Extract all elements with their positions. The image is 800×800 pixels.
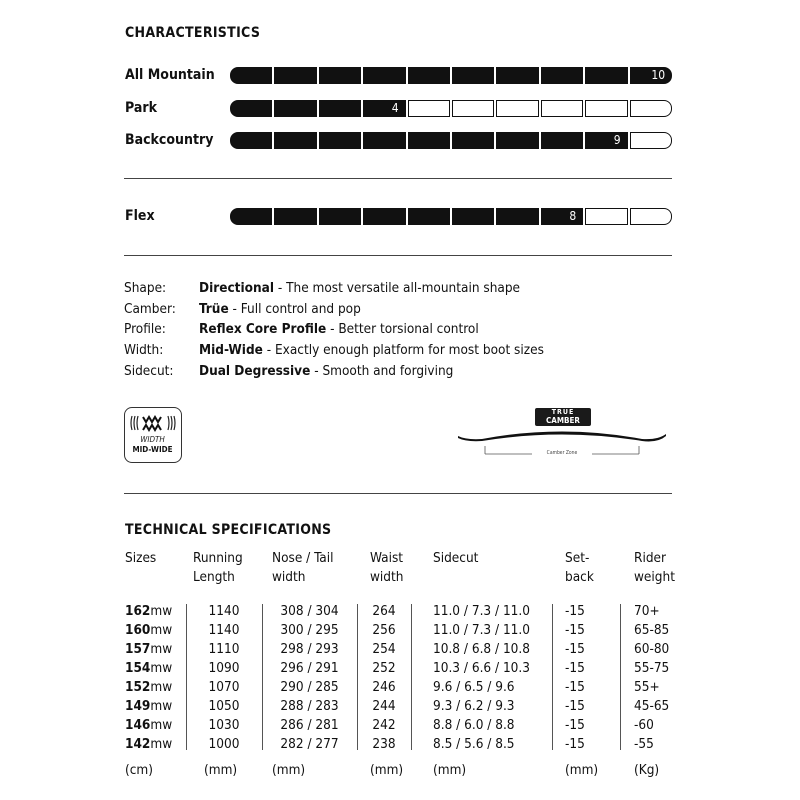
rating-segment: [408, 132, 450, 149]
setback-cell: -15: [565, 641, 585, 657]
spec-name: Trüe: [199, 301, 229, 317]
spec-name: Directional: [199, 280, 274, 296]
rating-segment: [585, 67, 627, 84]
header-setback-line1: Set-: [565, 550, 590, 566]
rating-segment: [319, 100, 361, 117]
rating-segment: [274, 208, 316, 225]
spec-camber: [124, 301, 361, 317]
rider-weight-cell: 70+: [634, 603, 660, 619]
rating-value: 9: [613, 133, 621, 147]
rating-segment: [230, 67, 272, 84]
size-value: 157: [125, 641, 151, 657]
running-length-cell: 1110: [208, 641, 240, 657]
column-sizes: [125, 602, 172, 754]
size-value: 152: [125, 679, 151, 695]
sidecut-cell: 8.8 / 6.0 / 8.8: [433, 717, 515, 733]
column-divider: [262, 604, 263, 750]
rating-segment: [319, 67, 361, 84]
column-sidecut: [433, 602, 530, 754]
sidecut-cell: 11.0 / 7.3 / 11.0: [433, 603, 530, 619]
header-setback-line2: back: [565, 569, 594, 585]
running-length-cell: 1050: [208, 698, 240, 714]
spec-desc: - Smooth and forgiving: [310, 363, 454, 379]
size-value: 146: [125, 717, 151, 733]
waist-width-cell: 254: [372, 641, 396, 657]
unit-setback: (mm): [565, 762, 599, 778]
technical-title: TECHNICAL SPECIFICATIONS: [125, 522, 332, 538]
rating-segment: [319, 132, 361, 149]
size-suffix: mw: [150, 603, 173, 619]
camber-logo-line1: TRÜE: [551, 408, 575, 416]
rating-segment: [452, 67, 494, 84]
waist-width-cell: 252: [372, 660, 396, 676]
rider-weight-cell: 65-85: [634, 622, 670, 638]
running-length-cell: 1140: [208, 603, 240, 619]
waist-width-cell: 264: [372, 603, 396, 619]
size-suffix: mw: [150, 736, 173, 752]
rating-segment: [408, 100, 450, 117]
size-suffix: mw: [150, 679, 173, 695]
rating-segment: [496, 100, 538, 117]
waist-width-cell: 246: [372, 679, 396, 695]
rating-segment: [630, 132, 672, 149]
rating-segment: [274, 100, 316, 117]
column-divider: [620, 604, 621, 750]
unit-sizes: (cm): [125, 762, 153, 778]
running-length-cell: 1070: [208, 679, 240, 695]
rating-segment: [541, 67, 583, 84]
header-running-line2: Length: [193, 569, 235, 585]
header-waist-line2: width: [370, 569, 404, 585]
size-suffix: mw: [150, 698, 173, 714]
rating-segment: [408, 208, 450, 225]
rating-segment: [452, 100, 494, 117]
column-divider: [186, 604, 187, 750]
sidecut-cell: 9.3 / 6.2 / 9.3: [433, 698, 515, 714]
rating-label-flex: Flex: [125, 208, 155, 224]
spec-width: [124, 342, 544, 358]
rating-segment: [363, 67, 405, 84]
rating-bar-backcountry: [230, 132, 672, 149]
camber-zone-label: Camber Zone: [532, 450, 592, 456]
divider: [124, 493, 672, 494]
spec-key: Width:: [124, 342, 164, 358]
size-value: 162: [125, 603, 151, 619]
rating-segment: [630, 67, 672, 84]
size-suffix: mw: [150, 641, 173, 657]
column-nose-tail-width: [264, 602, 355, 754]
rating-value: 8: [569, 209, 577, 223]
characteristics-title: CHARACTERISTICS: [125, 25, 261, 41]
sidecut-cell: 11.0 / 7.3 / 11.0: [433, 622, 530, 638]
size-value: 149: [125, 698, 151, 714]
rating-segment: [452, 132, 494, 149]
rating-segment: [363, 208, 405, 225]
column-rider-weight: [634, 602, 669, 754]
running-length-cell: 1030: [208, 717, 240, 733]
rider-weight-cell: -60: [634, 717, 654, 733]
sidecut-cell: 10.8 / 6.8 / 10.8: [433, 641, 530, 657]
size-suffix: mw: [150, 717, 173, 733]
column-waist-width: [359, 602, 409, 754]
nose-tail-width-cell: 290 / 285: [280, 679, 339, 695]
rating-value: 10: [651, 68, 666, 82]
setback-cell: -15: [565, 679, 585, 695]
spec-key: Sidecut:: [124, 363, 174, 379]
nose-tail-width-cell: 282 / 277: [280, 736, 339, 752]
rating-bar-all-mountain: [230, 67, 672, 84]
spec-desc: - Better torsional control: [326, 321, 479, 337]
divider: [124, 255, 672, 256]
rating-segment: [408, 67, 450, 84]
size-cell: [125, 678, 172, 697]
header-nose-line2: width: [272, 569, 306, 585]
rider-weight-cell: -55: [634, 736, 654, 752]
spec-name: Mid-Wide: [199, 342, 263, 358]
waist-width-cell: 238: [372, 736, 396, 752]
nose-tail-width-cell: 286 / 281: [280, 717, 339, 733]
sidecut-cell: 10.3 / 6.6 / 10.3: [433, 660, 530, 676]
setback-cell: -15: [565, 622, 585, 638]
spec-sidecut: [124, 363, 453, 379]
unit-running: (mm): [204, 762, 238, 778]
size-cell: [125, 640, 172, 659]
rating-segment: [230, 100, 272, 117]
rating-segment: [496, 132, 538, 149]
rating-segment: [230, 208, 272, 225]
rating-segment: [541, 100, 583, 117]
header-sizes-label: Sizes: [125, 550, 157, 566]
size-cell: [125, 735, 172, 754]
camber-graphic: [452, 400, 674, 466]
rating-segment: [230, 132, 272, 149]
rating-segment: [585, 100, 627, 117]
header-sidecut: [433, 549, 478, 568]
spec-profile: [124, 321, 479, 337]
rating-segment: [363, 100, 405, 117]
header-setback: [565, 549, 594, 587]
rating-segment: [496, 208, 538, 225]
spec-desc: - The most versatile all-mountain shape: [274, 280, 521, 296]
spec-desc: - Full control and pop: [228, 301, 361, 317]
header-nose-line1: Nose / Tail: [272, 550, 334, 566]
column-divider: [411, 604, 412, 750]
setback-cell: -15: [565, 736, 585, 752]
running-length-cell: 1000: [208, 736, 240, 752]
setback-cell: -15: [565, 698, 585, 714]
true-camber-logo: [535, 408, 591, 426]
header-waist-line1: Waist: [370, 550, 404, 566]
spec-key: Profile:: [124, 321, 166, 337]
header-rider-line1: Rider: [634, 550, 666, 566]
spec-name: Reflex Core Profile: [199, 321, 327, 337]
spec-key: Shape:: [124, 280, 167, 296]
setback-cell: -15: [565, 660, 585, 676]
width-badge: [124, 407, 182, 463]
size-cell: [125, 659, 172, 678]
size-cell: [125, 716, 172, 735]
rating-value: 4: [391, 101, 399, 115]
rating-label-park: Park: [125, 100, 157, 116]
rating-segment: [274, 132, 316, 149]
rider-weight-cell: 45-65: [634, 698, 670, 714]
rating-segment: [630, 208, 672, 225]
waist-width-cell: 244: [372, 698, 396, 714]
header-waist: [370, 549, 403, 587]
size-cell: [125, 697, 172, 716]
rating-segment: [585, 208, 627, 225]
spec-name: Dual Degressive: [199, 363, 311, 379]
spec-desc: - Exactly enough platform for most boot sizes: [262, 342, 544, 358]
running-length-cell: 1140: [208, 622, 240, 638]
header-rider-line2: weight: [634, 569, 675, 585]
width-badge-line2: MID-WIDE: [132, 445, 173, 454]
rating-bar-park: [230, 100, 672, 117]
spec-shape: [124, 280, 520, 296]
column-divider: [357, 604, 358, 750]
rider-weight-cell: 60-80: [634, 641, 670, 657]
header-running-line1: Running: [193, 550, 243, 566]
size-suffix: mw: [150, 622, 173, 638]
rating-label-backcountry: Backcountry: [125, 132, 214, 148]
rating-bar-flex: [230, 208, 672, 225]
nose-tail-width-cell: 300 / 295: [280, 622, 339, 638]
rating-label-all-mountain: All Mountain: [125, 67, 215, 83]
size-cell: [125, 602, 172, 621]
nose-tail-width-cell: 308 / 304: [280, 603, 339, 619]
header-rider: [634, 549, 675, 587]
width-badge-line1: WIDTH: [140, 435, 165, 444]
rating-segment: [541, 132, 583, 149]
unit-rider: (Kg): [634, 762, 660, 778]
rating-segment: [541, 208, 583, 225]
rider-weight-cell: 55-75: [634, 660, 670, 676]
mw-width-icon: [129, 413, 177, 433]
sidecut-cell: 8.5 / 5.6 / 8.5: [433, 736, 515, 752]
column-setback: [565, 602, 585, 754]
rating-segment: [363, 132, 405, 149]
waist-width-cell: 256: [372, 622, 396, 638]
camber-logo-line2: CAMBER: [546, 416, 580, 425]
rating-segment: [585, 132, 627, 149]
size-value: 154: [125, 660, 151, 676]
size-suffix: mw: [150, 660, 173, 676]
waist-width-cell: 242: [372, 717, 396, 733]
size-value: 142: [125, 736, 151, 752]
column-running-length: [188, 602, 260, 754]
header-nose-tail: [272, 549, 334, 587]
column-divider: [552, 604, 553, 750]
rating-segment: [496, 67, 538, 84]
nose-tail-width-cell: 298 / 293: [280, 641, 339, 657]
unit-nose-tail: (mm): [272, 762, 306, 778]
unit-sidecut: (mm): [433, 762, 467, 778]
setback-cell: -15: [565, 603, 585, 619]
rider-weight-cell: 55+: [634, 679, 660, 695]
header-running: [193, 549, 243, 587]
nose-tail-width-cell: 296 / 291: [280, 660, 339, 676]
rating-segment: [319, 208, 361, 225]
size-cell: [125, 621, 172, 640]
size-value: 160: [125, 622, 151, 638]
header-sidecut-label: Sidecut: [433, 550, 479, 566]
header-sizes: [125, 549, 156, 568]
divider: [124, 178, 672, 179]
running-length-cell: 1090: [208, 660, 240, 676]
rating-segment: [452, 208, 494, 225]
unit-waist: (mm): [370, 762, 404, 778]
spec-key: Camber:: [124, 301, 176, 317]
setback-cell: -15: [565, 717, 585, 733]
nose-tail-width-cell: 288 / 283: [280, 698, 339, 714]
rating-segment: [274, 67, 316, 84]
sidecut-cell: 9.6 / 6.5 / 9.6: [433, 679, 515, 695]
rating-segment: [630, 100, 672, 117]
